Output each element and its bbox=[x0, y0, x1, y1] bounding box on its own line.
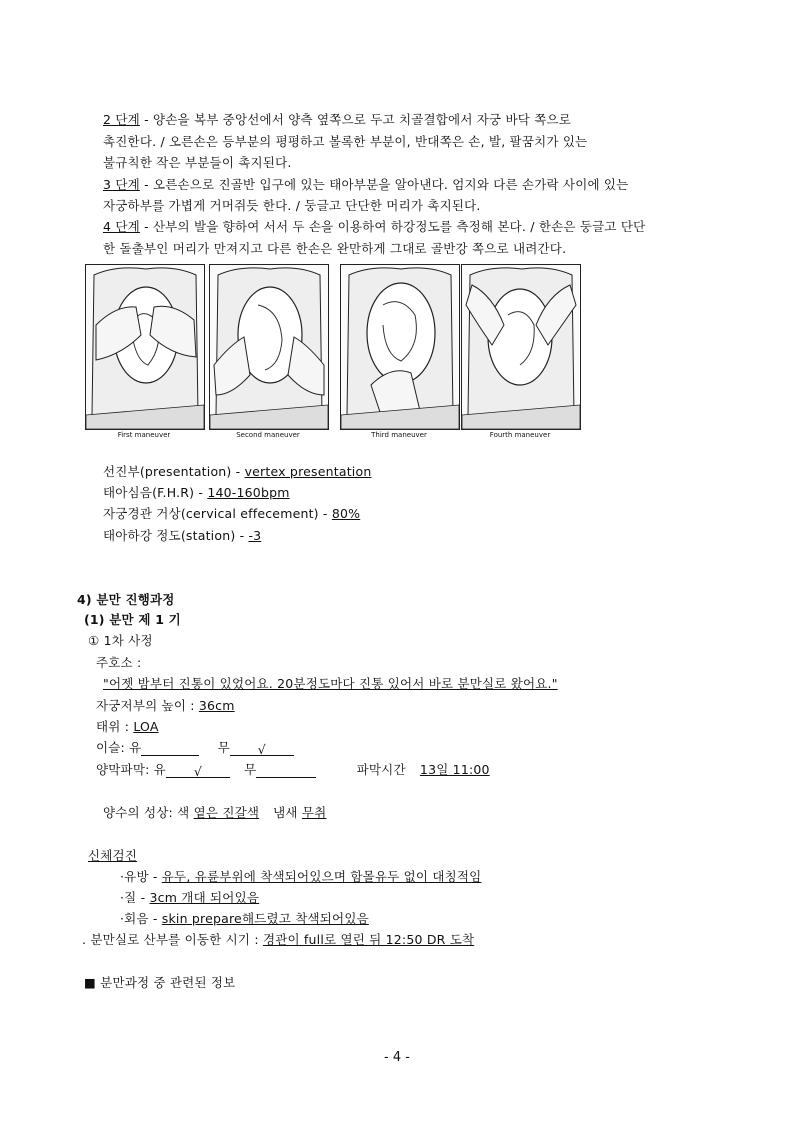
step4-label: 4 단계 bbox=[103, 219, 140, 234]
step4-line2: 한 돌출부인 머리가 만져지고 다른 한손은 완만하게 그대로 골반강 쪽으로 내려간다. bbox=[103, 241, 567, 256]
leopold-maneuvers-figure bbox=[85, 264, 581, 442]
show-no-blank: √ bbox=[230, 742, 294, 756]
step2-line3: 불규칙한 작은 부분들이 촉지된다. bbox=[103, 155, 292, 170]
exam-title: ① 1차 사정 bbox=[88, 633, 153, 648]
amniotic-color-value: 옅은 진갈색 bbox=[193, 805, 260, 820]
complaint-text: "어젯 밤부터 진통이 있었어요. 20분정도마다 진통 있어서 바로 분만실로 왔어요." bbox=[103, 676, 558, 691]
vagina-line: ·질 - 3cm 개대 되어있음 bbox=[120, 890, 260, 905]
step2-line1: 2 단계 - 양손을 복부 중앙선에서 양측 옆쪽으로 두고 치골결합에서 자궁 바닥 쪽으로 bbox=[103, 112, 572, 127]
physical-exam-title: 신체검진 bbox=[88, 848, 138, 863]
show-line: 이슬: 유 무 √ bbox=[96, 740, 294, 756]
fourth-maneuver-illustration bbox=[461, 264, 581, 430]
rupture-no-blank bbox=[256, 764, 316, 778]
caption-fourth-maneuver: Fourth maneuver bbox=[489, 431, 551, 439]
fhr-value: 140-160bpm bbox=[207, 485, 290, 500]
step3-line1: 3 단계 - 오른손으로 진골반 입구에 있는 태아부분을 알아낸다. 엄지와 다른 손가락 사이에 있는 bbox=[103, 177, 629, 192]
step2-label: 2 단계 bbox=[103, 112, 140, 127]
perineum-line: ·회음 - skin prepare해드렸고 착색되어있음 bbox=[120, 911, 369, 926]
second-maneuver-illustration bbox=[209, 264, 329, 430]
step3-label: 3 단계 bbox=[103, 177, 140, 192]
first-maneuver-illustration bbox=[85, 264, 205, 430]
transfer-line: . 분만실로 산부를 이동한 시기 : 경관이 full로 열린 뒤 12:50 DR 도착 bbox=[82, 932, 475, 947]
amniotic-line: 양수의 성상: 색 옅은 진갈색 냄새 무취 bbox=[103, 805, 327, 820]
amniotic-odor-value: 무취 bbox=[301, 805, 327, 820]
step4-line1: 4 단계 - 산부의 발을 향하여 서서 두 손을 이용하여 하강정도를 측정해 본다. / 한손은 둥글고 단단 bbox=[103, 219, 646, 234]
fundus-line: 자궁저부의 높이 : 36cm bbox=[96, 698, 235, 713]
fhr-line: 태아심음(F.H.R) - 140-160bpm bbox=[103, 485, 290, 500]
section-title: 4) 분만 진행과정 bbox=[77, 592, 175, 607]
station-line: 태아하강 정도(station) - -3 bbox=[103, 528, 262, 543]
caption-third-maneuver: Third maneuver bbox=[371, 431, 427, 439]
caption-second-maneuver: Second maneuver bbox=[236, 431, 300, 439]
presentation-line: 선진부(presentation) - vertex presentation bbox=[103, 464, 372, 479]
position-value: LOA bbox=[133, 719, 159, 734]
rupture-time-value: 13일 11:00 bbox=[419, 762, 490, 777]
rupture-yes-blank: √ bbox=[166, 764, 230, 778]
stage-title: (1) 분만 제 1 기 bbox=[84, 612, 181, 627]
page-number: - 4 - bbox=[384, 1050, 410, 1065]
step3-line2: 자궁하부를 가볍게 거머쥐듯 한다. / 둥글고 단단한 머리가 촉지된다. bbox=[103, 198, 481, 213]
fundus-value: 36cm bbox=[198, 698, 235, 713]
related-info-heading: ■ 분만과정 중 관련된 정보 bbox=[84, 975, 236, 990]
effacement-line: 자궁경관 거상(cervical effecement) - 80% bbox=[103, 506, 361, 521]
effacement-value: 80% bbox=[331, 506, 361, 521]
breast-line: ·유방 - 유두, 유륜부위에 착색되어있으며 함몰유두 없이 대칭적임 bbox=[120, 869, 482, 884]
station-value: -3 bbox=[248, 528, 262, 543]
complaint-label: 주호소 : bbox=[96, 655, 142, 670]
third-maneuver-illustration bbox=[340, 264, 460, 430]
show-yes-blank bbox=[141, 742, 199, 756]
caption-first-maneuver: First maneuver bbox=[117, 431, 171, 439]
presentation-value: vertex presentation bbox=[244, 464, 372, 479]
position-line: 태위 : LOA bbox=[96, 719, 159, 734]
step2-line2: 촉진한다. / 오른손은 등부분의 평평하고 볼록한 부분이, 반대쪽은 손, 발, 팔꿈치가 있는 bbox=[103, 134, 588, 149]
rupture-line: 양막파막: 유 √ 무 파막시간 13일 11:00 bbox=[96, 762, 490, 779]
